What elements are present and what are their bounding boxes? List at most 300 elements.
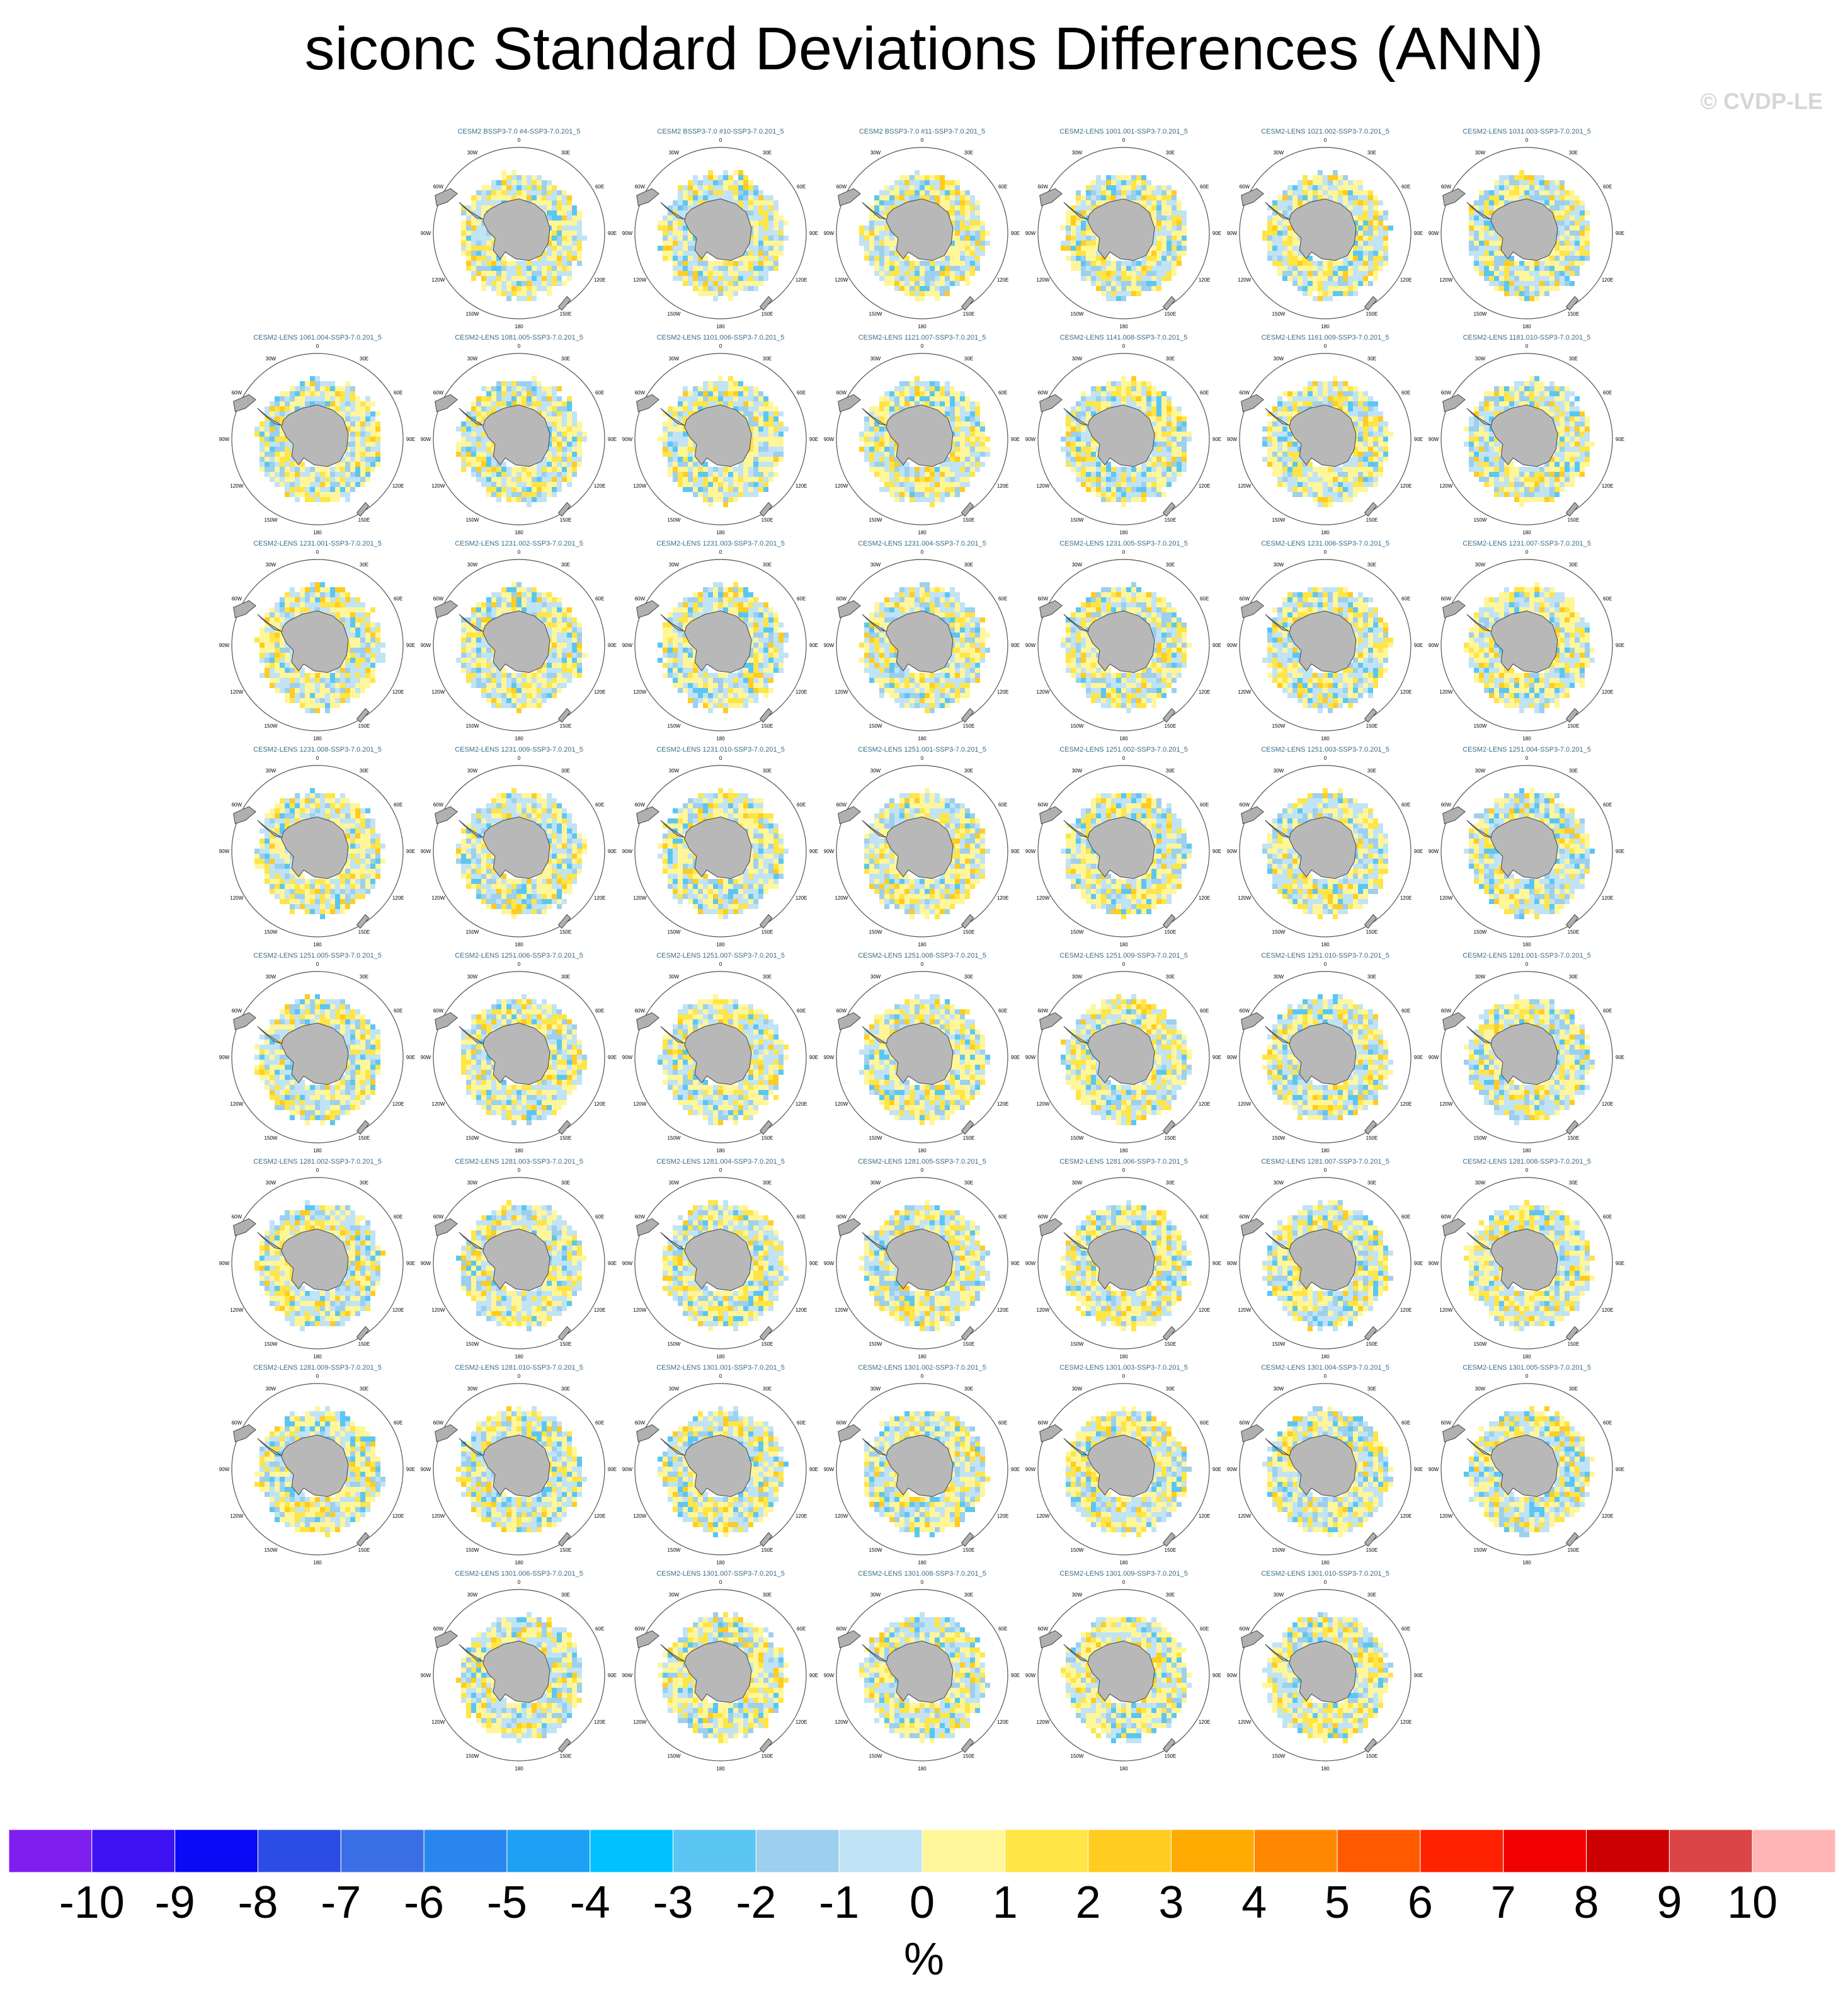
- ice-cell: [300, 396, 305, 401]
- ice-cell: [285, 396, 290, 401]
- ice-cell: [965, 236, 970, 241]
- ice-cell: [1151, 482, 1156, 487]
- ice-cell: [1489, 241, 1494, 246]
- ice-cell: [673, 226, 678, 231]
- ice-cell: [955, 231, 960, 236]
- ice-cell: [960, 256, 965, 261]
- ice-cell: [1313, 271, 1318, 276]
- ice-cell: [1363, 416, 1368, 421]
- ice-cell: [1136, 492, 1141, 497]
- ice-cell: [1166, 271, 1172, 276]
- ice-cell: [673, 261, 678, 266]
- ice-cell: [481, 406, 486, 411]
- ice-cell: [1514, 195, 1519, 200]
- ice-cell: [985, 437, 990, 442]
- ice-cell: [673, 205, 678, 210]
- ice-cell: [1383, 231, 1388, 236]
- ice-cell: [975, 256, 980, 261]
- ice-cell: [779, 236, 784, 241]
- ice-cell: [894, 190, 899, 195]
- ice-cell: [894, 185, 899, 190]
- ice-cell: [280, 462, 285, 467]
- ice-cell: [1292, 492, 1298, 497]
- ice-cell: [1081, 472, 1086, 477]
- ice-cell: [930, 482, 935, 487]
- map-tick-label: 120W: [1238, 277, 1251, 283]
- ice-cell: [1519, 286, 1524, 291]
- ice-cell: [1519, 266, 1524, 271]
- ice-cell: [864, 226, 869, 231]
- ice-cell: [1575, 271, 1580, 276]
- ice-cell: [522, 391, 527, 396]
- ice-cell: [894, 462, 899, 467]
- ice-cell: [567, 231, 572, 236]
- ice-cell: [683, 241, 688, 246]
- ice-cell: [486, 406, 491, 411]
- ice-cell: [1303, 286, 1308, 291]
- ice-cell: [1081, 401, 1086, 406]
- ice-cell: [547, 271, 552, 276]
- ice-cell: [1328, 296, 1333, 301]
- ice-cell: [1177, 221, 1182, 226]
- ice-cell: [1111, 175, 1116, 180]
- ice-cell: [1272, 246, 1277, 251]
- ice-cell: [547, 472, 552, 477]
- ice-cell: [713, 261, 718, 266]
- ice-cell: [1565, 281, 1570, 286]
- panel-title: CESM2-LENS 1081.005-SSP3-7.0.201_5: [455, 334, 583, 341]
- ice-cell: [965, 231, 970, 236]
- ice-cell: [1182, 437, 1187, 442]
- ice-cell: [552, 266, 557, 271]
- ice-cell: [562, 432, 567, 437]
- ice-cell: [748, 195, 753, 200]
- ice-cell: [1272, 256, 1277, 261]
- ice-cell: [1519, 281, 1524, 286]
- ice-cell: [290, 386, 295, 391]
- ice-cell: [889, 492, 894, 497]
- ice-cell: [1509, 386, 1514, 391]
- ice-cell: [270, 442, 275, 447]
- ice-cell: [1378, 226, 1383, 231]
- ice-cell: [1076, 457, 1081, 462]
- ice-cell: [1363, 251, 1368, 256]
- ice-cell: [1121, 482, 1126, 487]
- ice-cell: [688, 190, 693, 195]
- ice-cell: [1544, 276, 1549, 281]
- ice-cell: [1061, 437, 1066, 442]
- ice-cell: [542, 467, 547, 472]
- ice-cell: [763, 482, 768, 487]
- ice-cell: [869, 467, 874, 472]
- ice-cell: [930, 291, 935, 296]
- ice-cell: [471, 442, 476, 447]
- ice-cell: [773, 205, 779, 210]
- ice-cell: [345, 482, 350, 487]
- ice-cell: [1363, 467, 1368, 472]
- ice-cell: [1494, 241, 1499, 246]
- ice-cell: [577, 442, 582, 447]
- ice-cell: [1373, 447, 1378, 452]
- ice-cell: [1494, 251, 1499, 256]
- map-tick-label: 90E: [1011, 231, 1020, 236]
- ice-cell: [1086, 447, 1091, 452]
- ice-cell: [1116, 175, 1121, 180]
- ice-cell: [1575, 231, 1580, 236]
- ice-cell: [547, 185, 552, 190]
- ice-cell: [1499, 180, 1504, 185]
- ice-cell: [567, 256, 572, 261]
- ice-cell: [1156, 210, 1161, 215]
- ice-cell: [1177, 406, 1182, 411]
- ice-cell: [1146, 266, 1151, 271]
- ice-cell: [688, 236, 693, 241]
- ice-cell: [1358, 416, 1363, 421]
- ice-cell: [1076, 437, 1081, 442]
- ice-cell: [723, 185, 728, 190]
- ice-cell: [935, 391, 940, 396]
- ice-cell: [350, 467, 355, 472]
- ice-cell: [748, 246, 753, 251]
- ice-cell: [925, 266, 930, 271]
- ice-cell: [784, 427, 789, 432]
- ice-cell: [1378, 231, 1383, 236]
- ice-cell: [733, 291, 738, 296]
- ice-cell: [718, 291, 723, 296]
- ice-cell: [567, 236, 572, 241]
- ice-cell: [1565, 386, 1570, 391]
- ice-cell: [733, 467, 738, 472]
- ice-cell: [1166, 452, 1172, 457]
- ice-cell: [1131, 492, 1136, 497]
- ice-cell: [945, 492, 950, 497]
- ice-cell: [506, 477, 511, 482]
- ice-cell: [1081, 246, 1086, 251]
- ice-cell: [869, 261, 874, 266]
- ice-cell: [1318, 381, 1323, 386]
- ice-cell: [1575, 256, 1580, 261]
- ice-cell: [290, 492, 295, 497]
- ice-cell: [325, 492, 330, 497]
- ice-cell: [501, 396, 506, 401]
- ice-cell: [1292, 190, 1298, 195]
- ice-cell: [965, 215, 970, 221]
- ice-cell: [1338, 195, 1343, 200]
- ice-cell: [773, 442, 779, 447]
- ice-cell: [537, 271, 542, 276]
- ice-cell: [758, 256, 763, 261]
- ice-cell: [915, 261, 920, 266]
- ice-cell: [758, 411, 763, 416]
- ice-cell: [884, 447, 889, 452]
- ice-cell: [260, 452, 265, 457]
- ice-cell: [1298, 195, 1303, 200]
- ice-cell: [1287, 231, 1292, 236]
- ice-cell: [779, 241, 784, 246]
- ice-cell: [1146, 462, 1151, 467]
- ice-cell: [1539, 261, 1544, 266]
- ice-cell: [1378, 442, 1383, 447]
- ice-cell: [925, 286, 930, 291]
- ice-cell: [1479, 241, 1484, 246]
- ice-cell: [1292, 452, 1298, 457]
- ice-cell: [1363, 271, 1368, 276]
- ice-cell: [370, 447, 375, 452]
- ice-cell: [1277, 406, 1282, 411]
- ice-cell: [965, 190, 970, 195]
- ice-cell: [511, 190, 516, 195]
- ice-cell: [481, 437, 486, 442]
- ice-cell: [1343, 185, 1348, 190]
- ice-cell: [471, 432, 476, 437]
- ice-cell: [1091, 452, 1096, 457]
- ice-cell: [350, 396, 355, 401]
- ice-cell: [1182, 457, 1187, 462]
- ice-cell: [920, 391, 925, 396]
- ice-cell: [1161, 396, 1166, 401]
- ice-cell: [940, 497, 945, 502]
- ice-cell: [496, 401, 501, 406]
- ice-cell: [889, 281, 894, 286]
- ice-cell: [1358, 482, 1363, 487]
- ice-cell: [491, 401, 496, 406]
- ice-cell: [678, 416, 683, 421]
- ice-cell: [340, 391, 345, 396]
- ice-cell: [1544, 271, 1549, 276]
- ice-cell: [1368, 477, 1373, 482]
- map-tick-label: 30W: [669, 356, 680, 362]
- ice-cell: [1363, 427, 1368, 432]
- ice-cell: [910, 271, 915, 276]
- ice-cell: [910, 266, 915, 271]
- ice-cell: [920, 497, 925, 502]
- ice-cell: [1318, 170, 1323, 175]
- ice-cell: [758, 195, 763, 200]
- ice-cell: [466, 226, 471, 231]
- ice-cell: [1066, 432, 1071, 437]
- ice-cell: [1096, 200, 1101, 205]
- ice-cell: [1348, 497, 1353, 502]
- ice-cell: [542, 180, 547, 185]
- ice-cell: [975, 411, 980, 416]
- ice-cell: [1091, 442, 1096, 447]
- ice-cell: [335, 396, 340, 401]
- ice-cell: [557, 421, 562, 427]
- ice-cell: [1091, 261, 1096, 266]
- ice-cell: [703, 261, 708, 266]
- map-tick-label: 60W: [836, 390, 847, 396]
- ice-cell: [1560, 205, 1565, 210]
- ice-cell: [768, 231, 773, 236]
- ice-cell: [753, 492, 758, 497]
- ice-cell: [1096, 396, 1101, 401]
- ice-cell: [768, 195, 773, 200]
- ice-cell: [758, 231, 763, 236]
- ice-cell: [1544, 266, 1549, 271]
- ice-cell: [758, 462, 763, 467]
- ice-cell: [320, 386, 325, 391]
- ice-cell: [708, 401, 713, 406]
- ice-cell: [1338, 472, 1343, 477]
- ice-cell: [1096, 401, 1101, 406]
- ice-cell: [960, 190, 965, 195]
- ice-cell: [945, 462, 950, 467]
- ice-cell: [1318, 477, 1323, 482]
- ice-cell: [1575, 241, 1580, 246]
- ice-cell: [325, 401, 330, 406]
- ice-cell: [975, 401, 980, 406]
- ice-cell: [1308, 401, 1313, 406]
- ice-cell: [688, 251, 693, 256]
- ice-cell: [688, 467, 693, 472]
- ice-cell: [547, 492, 552, 497]
- ice-cell: [910, 477, 915, 482]
- ice-cell: [708, 477, 713, 482]
- ice-cell: [265, 406, 270, 411]
- ice-cell: [1343, 281, 1348, 286]
- ice-cell: [496, 497, 501, 502]
- ice-cell: [960, 266, 965, 271]
- ice-cell: [1166, 210, 1172, 215]
- ice-cell: [1161, 261, 1166, 266]
- ice-cell: [779, 411, 784, 416]
- ice-cell: [758, 467, 763, 472]
- ice-cell: [496, 487, 501, 492]
- ice-cell: [1151, 276, 1156, 281]
- map-tick-label: 60W: [1441, 184, 1452, 190]
- ice-cell: [965, 477, 970, 482]
- ice-cell: [713, 190, 718, 195]
- ice-cell: [1378, 432, 1383, 437]
- ice-cell: [260, 421, 265, 427]
- ice-cell: [1272, 432, 1277, 437]
- ice-cell: [970, 437, 975, 442]
- ice-cell: [486, 487, 491, 492]
- ice-cell: [1161, 427, 1166, 432]
- ice-cell: [713, 266, 718, 271]
- ice-cell: [683, 261, 688, 266]
- ice-cell: [673, 266, 678, 271]
- ice-cell: [577, 251, 582, 256]
- ice-cell: [1166, 256, 1172, 261]
- ice-cell: [511, 386, 516, 391]
- map-tick-label: 0: [921, 343, 924, 349]
- ice-cell: [481, 251, 486, 256]
- ice-cell: [728, 276, 733, 281]
- ice-cell: [1373, 205, 1378, 210]
- ice-cell: [975, 437, 980, 442]
- ice-cell: [280, 467, 285, 472]
- ice-cell: [1156, 266, 1161, 271]
- ice-cell: [728, 281, 733, 286]
- ice-cell: [1348, 477, 1353, 482]
- ice-cell: [481, 246, 486, 251]
- ice-cell: [1363, 442, 1368, 447]
- ice-cell: [532, 291, 537, 296]
- ice-cell: [1494, 246, 1499, 251]
- ice-cell: [1287, 200, 1292, 205]
- ice-cell: [874, 205, 879, 210]
- ice-cell: [1373, 266, 1378, 271]
- map-tick-label: 180: [1119, 324, 1128, 329]
- ice-cell: [975, 221, 980, 226]
- ice-cell: [945, 472, 950, 477]
- ice-cell: [1091, 200, 1096, 205]
- ice-cell: [1101, 477, 1106, 482]
- ice-cell: [345, 411, 350, 416]
- ice-cell: [1151, 286, 1156, 291]
- ice-cell: [925, 386, 930, 391]
- ice-cell: [330, 396, 335, 401]
- ice-cell: [572, 452, 577, 457]
- ice-cell: [1116, 296, 1121, 301]
- ice-cell: [1348, 467, 1353, 472]
- map-tick-label: 150E: [761, 311, 773, 317]
- ice-cell: [1338, 180, 1343, 185]
- ice-cell: [768, 411, 773, 416]
- ice-cell: [542, 462, 547, 467]
- ice-cell: [1116, 286, 1121, 291]
- ice-cell: [920, 386, 925, 391]
- ice-cell: [673, 427, 678, 432]
- ice-cell: [1066, 226, 1071, 231]
- ice-cell: [355, 401, 360, 406]
- ice-cell: [486, 261, 491, 266]
- ice-cell: [527, 467, 532, 472]
- ice-cell: [773, 241, 779, 246]
- ice-cell: [491, 391, 496, 396]
- ice-cell: [486, 452, 491, 457]
- ice-cell: [1071, 467, 1076, 472]
- ice-cell: [925, 497, 930, 502]
- ice-cell: [738, 467, 743, 472]
- ice-cell: [1585, 231, 1590, 236]
- ice-cell: [1172, 271, 1177, 276]
- ice-cell: [1267, 251, 1272, 256]
- ice-cell: [567, 442, 572, 447]
- ice-cell: [1534, 195, 1539, 200]
- ice-cell: [668, 442, 673, 447]
- ice-cell: [1161, 421, 1166, 427]
- ice-cell: [1298, 401, 1303, 406]
- ice-cell: [1292, 487, 1298, 492]
- ice-cell: [1177, 447, 1182, 452]
- map-tick-label: 150W: [1272, 517, 1286, 523]
- ice-cell: [1514, 381, 1519, 386]
- ice-cell: [1519, 381, 1524, 386]
- ice-cell: [466, 246, 471, 251]
- ice-cell: [567, 427, 572, 432]
- ice-cell: [1287, 190, 1292, 195]
- ice-cell: [950, 462, 955, 467]
- ice-cell: [668, 447, 673, 452]
- ice-cell: [703, 175, 708, 180]
- ice-cell: [1071, 231, 1076, 236]
- ice-cell: [960, 246, 965, 251]
- ice-cell: [879, 231, 884, 236]
- ice-cell: [1136, 175, 1141, 180]
- ice-cell: [703, 497, 708, 502]
- ice-cell: [884, 190, 889, 195]
- ice-cell: [1343, 261, 1348, 266]
- ice-cell: [355, 447, 360, 452]
- map-tick-label: 30W: [870, 150, 881, 156]
- ice-cell: [703, 276, 708, 281]
- ice-cell: [738, 396, 743, 401]
- ice-cell: [1323, 281, 1328, 286]
- ice-cell: [300, 381, 305, 386]
- ice-cell: [355, 396, 360, 401]
